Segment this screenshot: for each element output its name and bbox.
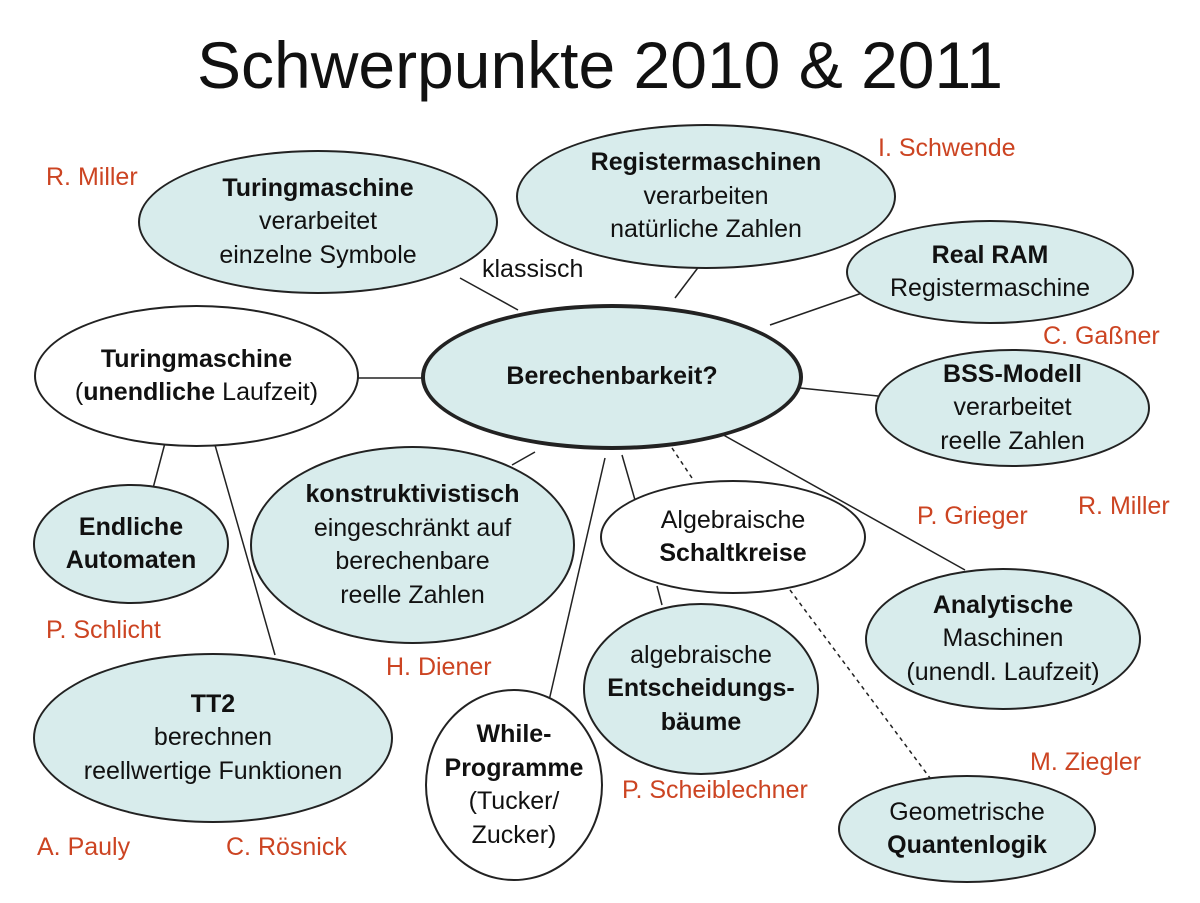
node-konstruktivistisch-line4: reelle Zahlen (340, 580, 485, 609)
node-analytische-maschinen-line3: (unendl. Laufzeit) (906, 657, 1100, 686)
edge-center-real-ram (770, 293, 862, 325)
node-konstruktivistisch (250, 446, 575, 644)
node-endliche-automaten-line2: Automaten (65, 546, 197, 574)
node-analytische-maschinen-title: Analytische (932, 590, 1074, 619)
edge-turing-infinite-automaten (152, 443, 165, 492)
edge-center-schaltkreise (622, 455, 635, 500)
node-entscheidungsbaeume-line1: algebraische (630, 640, 772, 669)
node-while-programme (425, 689, 603, 881)
node-endliche-automaten (33, 484, 229, 604)
node-tt2-line2: berechnen (153, 723, 273, 752)
edge-center-schaltkreise-dashed (672, 448, 692, 478)
edge-schaltkreise-entscheidungsbaeume (657, 586, 662, 605)
node-algebraische-schaltkreise (600, 480, 866, 594)
node-turingmaschine-classic (138, 150, 498, 294)
node-real-ram (846, 220, 1134, 324)
person-a-pauly: A. Pauly (37, 833, 131, 861)
edge-center-konstruktivistisch (512, 452, 535, 465)
node-tt2 (33, 653, 393, 823)
slide-title: Schwerpunkte 2010 & 2011 (196, 28, 1004, 102)
node-turingmaschine-infinite-paren: ( (74, 378, 84, 406)
person-p-schlicht: P. Schlicht (46, 616, 161, 644)
node-while-programme-line4: Zucker) (471, 820, 557, 849)
node-turingmaschine-classic-line2: verarbeitet (258, 207, 378, 236)
node-turingmaschine-classic-line3: einzelne Symbole (219, 240, 417, 269)
node-bss-modell-line3: reelle Zahlen (940, 426, 1085, 455)
node-tt2-line3: reellwertige Funktionen (83, 756, 343, 785)
node-real-ram-line2: Registermaschine (889, 274, 1091, 302)
node-algebraische-schaltkreise-line1: Algebraische (660, 505, 806, 534)
node-while-programme-line1: While- (476, 720, 552, 748)
edge-center-registermaschinen (675, 265, 700, 298)
node-entscheidungsbaeume-line2: Entscheidungs- (607, 674, 795, 703)
node-tt2-title: TT2 (190, 689, 236, 718)
center-node (421, 304, 803, 450)
edge-label-klassisch: klassisch (482, 255, 584, 283)
node-konstruktivistisch-line3: berechenbare (335, 547, 490, 575)
node-analytische-maschinen (865, 568, 1141, 710)
person-i-schwende: I. Schwende (878, 134, 1016, 162)
node-geometrische-quantenlogik-line2: Quantenlogik (887, 831, 1047, 859)
node-bss-modell-line2: verarbeitet (953, 393, 1072, 422)
node-turingmaschine-infinite-line2 (75, 376, 318, 410)
node-geometrische-quantenlogik (838, 775, 1096, 883)
node-algebraische-schaltkreise-line2: Schaltkreise (659, 539, 807, 567)
node-konstruktivistisch-line2: eingeschränkt auf (313, 513, 512, 542)
person-c-roesnick: C. Rösnick (226, 833, 347, 861)
node-registermaschinen-line2: verarbeiten (643, 181, 769, 210)
person-p-scheiblechner: P. Scheiblechner (622, 776, 808, 804)
node-registermaschinen (516, 124, 896, 269)
node-bss-modell-title: BSS-Modell (943, 359, 1082, 388)
center-node-label: Berechenbarkeit? (506, 362, 718, 391)
node-konstruktivistisch-title: konstruktivistisch (305, 480, 520, 508)
node-registermaschinen-title: Registermaschinen (590, 148, 822, 177)
node-entscheidungsbaeume-line3: bäume (660, 707, 742, 736)
node-entscheidungsbaeume (583, 603, 819, 775)
person-h-diener: H. Diener (386, 653, 492, 681)
node-while-programme-line2: Programme (444, 753, 584, 782)
edge-center-bss (800, 388, 878, 396)
node-analytische-maschinen-line2: Maschinen (942, 624, 1064, 653)
node-turingmaschine-infinite (34, 305, 359, 447)
person-r-miller-right: R. Miller (1078, 492, 1170, 520)
node-while-programme-line3: (Tucker/ (468, 787, 560, 815)
node-endliche-automaten-line1: Endliche (78, 512, 184, 541)
node-real-ram-title: Real RAM (931, 240, 1049, 269)
node-turingmaschine-infinite-title: Turingmaschine (100, 344, 293, 373)
node-turingmaschine-infinite-emphasis: unendliche (83, 378, 216, 406)
node-bss-modell (875, 349, 1150, 467)
node-turingmaschine-classic-title: Turingmaschine (222, 173, 414, 202)
person-m-ziegler: M. Ziegler (1030, 748, 1142, 776)
person-p-grieger: P. Grieger (917, 502, 1028, 530)
person-r-miller-top: R. Miller (46, 163, 138, 191)
node-geometrische-quantenlogik-line1: Geometrische (889, 797, 1045, 826)
person-c-gassner: C. Gaßner (1043, 322, 1160, 350)
node-turingmaschine-infinite-rest: Laufzeit) (215, 378, 319, 406)
node-registermaschinen-line3: natürliche Zahlen (610, 215, 802, 244)
